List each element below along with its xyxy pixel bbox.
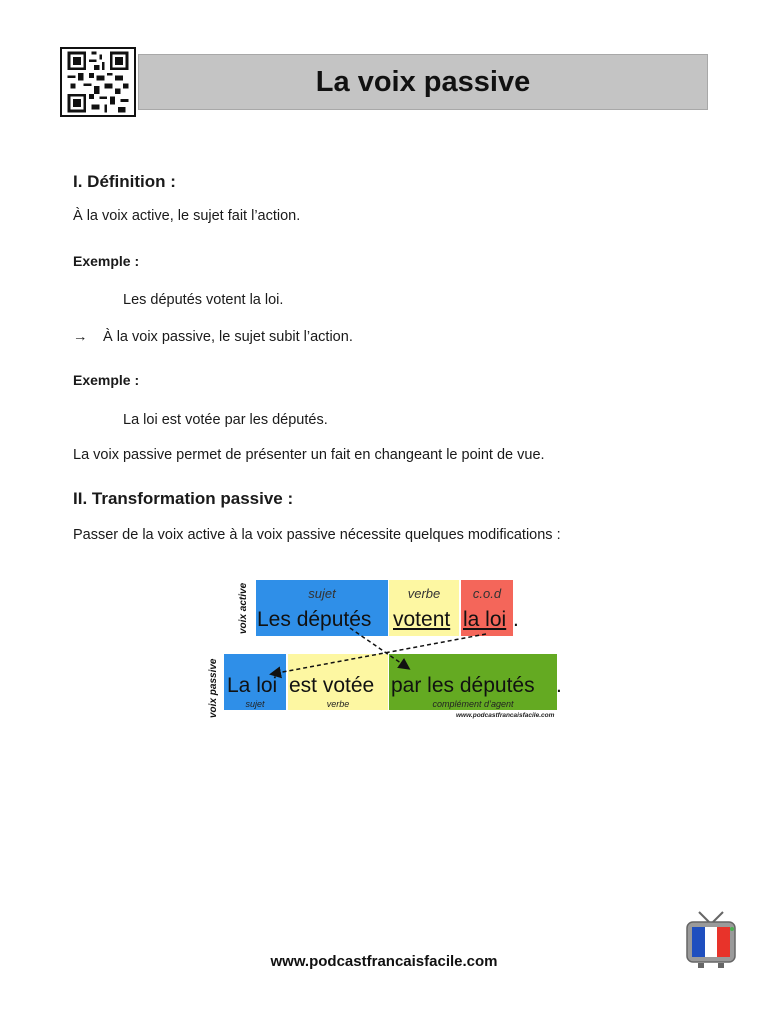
passive-verb-text: est votée	[289, 674, 375, 697]
object-to-subject-arrow	[272, 634, 486, 674]
arrow-right-icon: →	[73, 329, 88, 345]
passive-period: .	[556, 674, 562, 697]
passive-agent-role: complément d’agent	[432, 699, 514, 709]
active-period: .	[513, 608, 519, 631]
active-voice-label: voix active	[238, 582, 249, 634]
example-label: Exemple :	[73, 372, 140, 388]
passive-voice-label: voix passive	[208, 658, 219, 718]
title-bar	[138, 54, 708, 110]
active-subject-text: Les députés	[257, 608, 372, 631]
conclusion-text: La voix passive permet de présenter un fait en changeant le point de vue.	[73, 447, 545, 463]
example-sentence: Les députés votent la loi.	[123, 292, 284, 308]
transformation-arrows	[200, 568, 566, 724]
passive-subject-text: La loi	[227, 674, 278, 697]
passive-definition-text: À la voix passive, le sujet subit l’action.	[103, 329, 353, 345]
section-heading-transformation: II. Transformation passive :	[73, 489, 294, 508]
active-object-text: la loi	[463, 608, 507, 631]
example-label: Exemple :	[73, 253, 140, 269]
passive-definition-line	[73, 329, 353, 345]
tv-logo-icon	[684, 908, 738, 970]
footer-url: www.podcastfrancaisfacile.com	[270, 953, 498, 970]
section-heading-definition: I. Définition :	[73, 172, 176, 191]
active-verb-role: verbe	[407, 586, 441, 601]
active-subject-role: sujet	[308, 586, 336, 601]
definition-text: À la voix active, le sujet fait l’action.	[73, 208, 301, 224]
active-verb-text: votent	[393, 608, 451, 631]
diagram-credit: www.podcastfrancaisfacile.com	[456, 712, 555, 719]
transformation-diagram	[200, 568, 566, 724]
page-title: La voix passive	[315, 65, 531, 98]
active-object-role: c.o.d	[472, 586, 502, 601]
passive-agent-text: par les députés	[391, 674, 535, 697]
passive-subject-role: sujet	[245, 699, 265, 709]
qr-code-icon	[60, 47, 136, 117]
example-sentence: La loi est votée par les députés.	[123, 412, 328, 428]
passive-verb-role: verbe	[326, 699, 350, 709]
subject-to-agent-arrow	[350, 628, 408, 668]
transformation-intro: Passer de la voix active à la voix passive nécessite quelques modifications :	[73, 527, 561, 543]
